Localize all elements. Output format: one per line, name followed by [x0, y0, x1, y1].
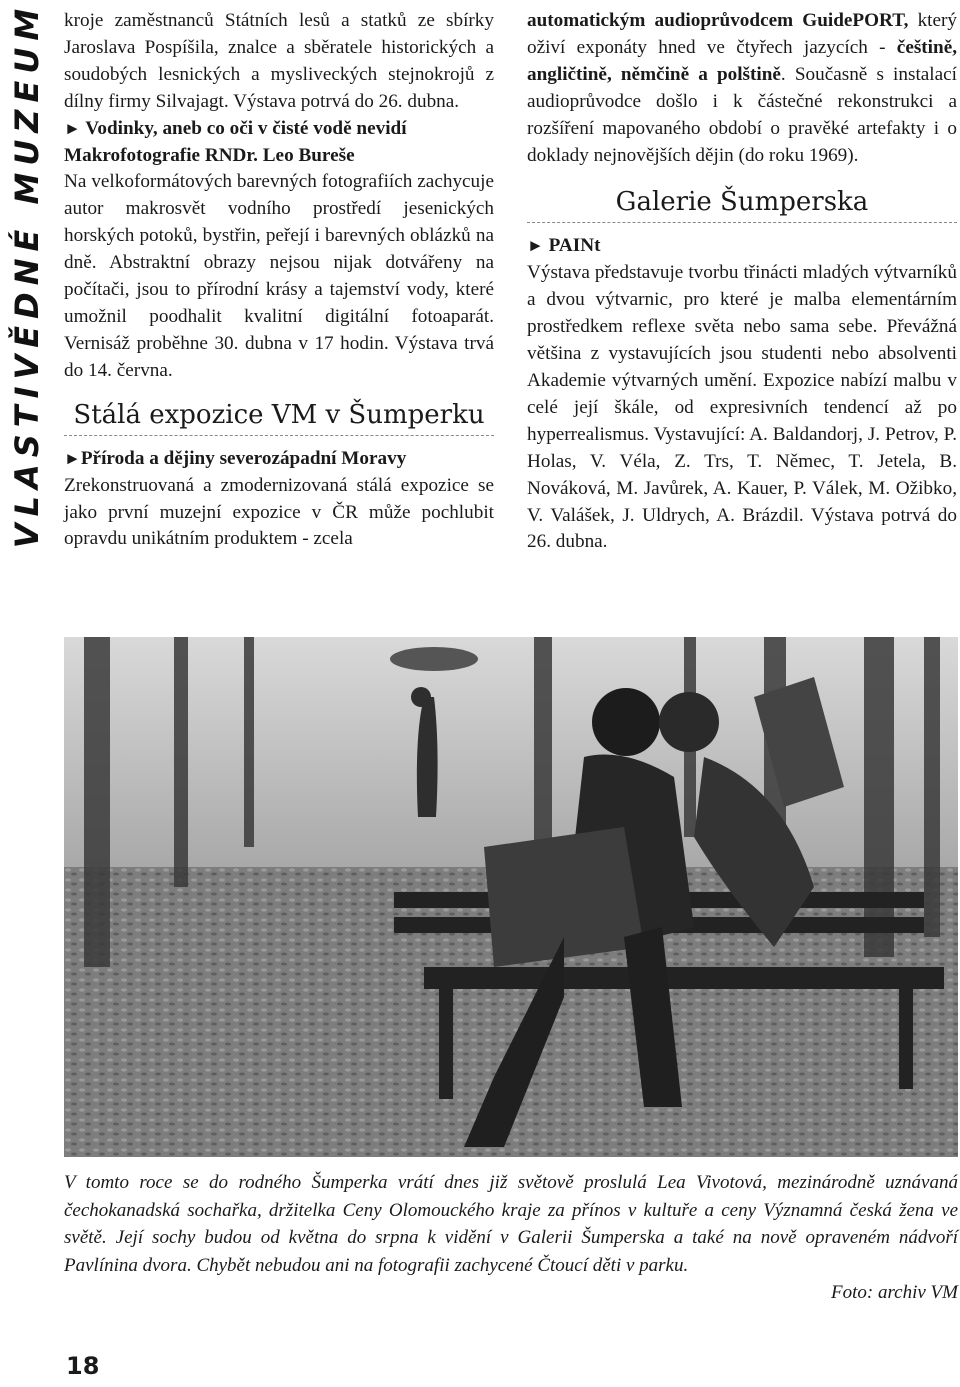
arrow-icon: ► [64, 448, 81, 468]
intro-paragraph: kroje zaměstnanců Státních lesů a statků ze sbírky Jaroslava Pospíšila, znalce a sběratele historických a soudobých lesnických a mysliveckých stejnokrojů z dílny firmy Silvajagt. Výstava potrvá do 26. dubna. [64, 10, 494, 112]
photo-credit: Foto: archiv VM [831, 1282, 958, 1303]
audio-text-1: který oživí exponáty hned ve čtyřech jazycích - [527, 10, 958, 58]
photo-caption [64, 1169, 958, 1307]
expo-title [64, 446, 494, 473]
languages-bold: češtině, angličtině, němčině a polštině [527, 36, 958, 85]
vodinky-title-line2: Makrofotografie RNDr. Leo Bureše [64, 144, 355, 166]
right-column [527, 8, 957, 556]
expo-title-text: Příroda a dějiny severozápadní Moravy [80, 447, 407, 469]
expo-text: Zrekonstruovaná a zmodernizovaná stálá expozice se jako první muzejní expozice v ČR může pochlubit opravdu unikátním produktem - zcela [64, 474, 494, 550]
photo-illustration [64, 637, 958, 1157]
arrow-icon: ► [64, 118, 81, 138]
audio-text-2: . Současně s instalací audioprůvodce došlo i k částečné rekonstrukci a rozšíření mapovaného období o pravěké artefakty i o doklady nejnovějších dějin (do roku 1969). [527, 63, 957, 166]
stala-expozice-heading: Stálá expozice VM v Šumperku [64, 398, 494, 436]
page-number: 18 [66, 1352, 100, 1380]
galerie-heading: Galerie Šumperska [527, 185, 957, 223]
paint-title [527, 233, 957, 260]
audio-guide-bold: automatickým audioprůvodcem GuidePORT, [527, 10, 909, 31]
section-sidebar [0, 0, 54, 560]
caption-text: V tomto roce se do rodného Šumperka vrátí dnes již světově proslulá Lea Vivotová, mezinárodně uznávaná čechokanadská sochařka, držitelka Ceny Olomouckého kraje za přínos v kultuře a ceny Významná česká žena ve světě. Její sochy budou od května do srpna k vidění v Galerii Šumperska a také na nově opraveném nádvoří Pavlínina dvora. Chybět nebudou ani na fotografii zachycené Čtoucí děti v parku. [64, 1172, 958, 1276]
paint-text: Výstava představuje tvorbu třinácti mladých výtvarníků a dvou výtvarnic, pro které je malba elementárním prostředkem reflexe světa nebo sama sebe. Převážná většina z vystavujících jsou studenti nebo absolventi Akademie výtvarných umění. Expozice nabízí malbu v celé její škále, od expresivních tendencí až po hyperrealismus. Vystavující: A. Baldandorj, J. Petrov, P. Holas, V. Véla, Z. Trs, T. Němec, T. Jetela, B. Nováková, M. Javůrek, A. Kauer, P. Válek, M. Ožibko, V. Valášek, J. Uldrych, A. Brázdil. Výstava potrvá do 26. dubna. [527, 262, 957, 553]
park-sculpture-photo [64, 637, 958, 1157]
arrow-icon: ► [527, 236, 544, 256]
audio-paragraph [527, 8, 957, 169]
vodinky-title [64, 116, 494, 170]
paint-title-text: PAINt [548, 235, 601, 257]
vodinky-title-line1: Vodinky, aneb co oči v čisté vodě nevidí [85, 117, 407, 139]
left-column [64, 8, 494, 553]
section-label: VLASTIVĚDNÉ MUZEUM [8, 1, 46, 549]
vodinky-text: Na velkoformátových barevných fotografiích zachycuje autor makrosvět vodního prostředí jesenických horských potoků, bystřin, peřejí i barevných oblázků na dně. Abstraktní obrazy nejsou nijak dotvářeny na počítači, jsou to přírodní krásy a tajemství vody, které umožnil poodhalit kvalitní digitální fotoaparát. Vernisáž proběhne 30. dubna v 17 hodin. Výstava trvá do 14. června. [64, 171, 494, 381]
